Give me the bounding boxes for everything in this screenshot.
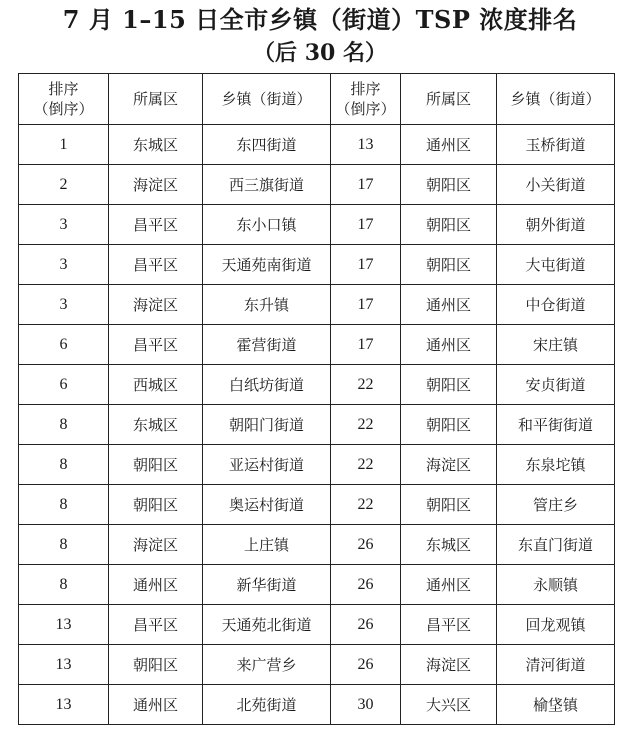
header-rank-line2: （倒序） (335, 100, 396, 118)
table-row (19, 125, 615, 165)
table-row (19, 165, 615, 205)
table-row (19, 525, 615, 565)
district-cell: 海淀区 (109, 165, 203, 205)
header-town-right: 乡镇（街道） (497, 74, 615, 125)
district-cell: 朝阳区 (109, 645, 203, 685)
town-cell: 小关街道 (497, 165, 615, 205)
district-cell: 通州区 (401, 565, 497, 605)
rank-cell: 13 (19, 645, 109, 685)
rank-cell: 22 (331, 365, 401, 405)
town-cell: 中仓街道 (497, 285, 615, 325)
town-cell: 榆垡镇 (497, 685, 615, 725)
table-row (19, 325, 615, 365)
rank-cell: 22 (331, 485, 401, 525)
rank-cell: 1 (19, 125, 109, 165)
table-row (19, 405, 615, 445)
table-row (19, 685, 615, 725)
table-row (19, 445, 615, 485)
district-cell: 昌平区 (109, 245, 203, 285)
rank-cell: 26 (331, 605, 401, 645)
town-cell: 白纸坊街道 (203, 365, 331, 405)
town-cell: 西三旗街道 (203, 165, 331, 205)
table-row (19, 205, 615, 245)
table-row (19, 605, 615, 645)
rank-cell: 17 (331, 165, 401, 205)
rank-cell: 30 (331, 685, 401, 725)
town-cell: 东四街道 (203, 125, 331, 165)
rank-cell: 6 (19, 325, 109, 365)
district-cell: 西城区 (109, 365, 203, 405)
district-cell: 海淀区 (109, 525, 203, 565)
town-cell: 天通苑南街道 (203, 245, 331, 285)
district-cell: 通州区 (109, 565, 203, 605)
town-cell: 东直门街道 (497, 525, 615, 565)
district-cell: 昌平区 (109, 605, 203, 645)
rank-cell: 26 (331, 565, 401, 605)
header-rank-line1: 排序 (350, 80, 381, 98)
document-subtitle: （后 30 名） (253, 40, 387, 66)
district-cell: 海淀区 (401, 445, 497, 485)
header-rank-right (331, 74, 401, 125)
table-row (19, 645, 615, 685)
town-cell: 霍营街道 (203, 325, 331, 365)
town-cell: 和平街街道 (497, 405, 615, 445)
district-cell: 朝阳区 (109, 445, 203, 485)
district-cell: 通州区 (401, 125, 497, 165)
rank-cell: 13 (19, 605, 109, 645)
table-header-row (19, 74, 615, 125)
header-district-right: 所属区 (401, 74, 497, 125)
rank-cell: 2 (19, 165, 109, 205)
document-title: 7 月 1–15 日全市乡镇（街道）TSP 浓度排名 (62, 5, 578, 34)
table-row (19, 565, 615, 605)
town-cell: 亚运村街道 (203, 445, 331, 485)
rank-cell: 26 (331, 645, 401, 685)
district-cell: 朝阳区 (401, 245, 497, 285)
town-cell: 永顺镇 (497, 565, 615, 605)
town-cell: 上庄镇 (203, 525, 331, 565)
district-cell: 朝阳区 (401, 485, 497, 525)
rank-cell: 13 (19, 685, 109, 725)
district-cell: 朝阳区 (401, 405, 497, 445)
rank-cell: 6 (19, 365, 109, 405)
district-cell: 通州区 (401, 325, 497, 365)
town-cell: 天通苑北街道 (203, 605, 331, 645)
district-cell: 海淀区 (401, 645, 497, 685)
town-cell: 回龙观镇 (497, 605, 615, 645)
district-cell: 昌平区 (109, 325, 203, 365)
district-cell: 昌平区 (109, 205, 203, 245)
town-cell: 新华街道 (203, 565, 331, 605)
town-cell: 清河街道 (497, 645, 615, 685)
district-cell: 朝阳区 (401, 205, 497, 245)
town-cell: 管庄乡 (497, 485, 615, 525)
town-cell: 东泉坨镇 (497, 445, 615, 485)
district-cell: 通州区 (109, 685, 203, 725)
district-cell: 通州区 (401, 285, 497, 325)
town-cell: 安贞街道 (497, 365, 615, 405)
rank-cell: 13 (331, 125, 401, 165)
rank-cell: 8 (19, 445, 109, 485)
town-cell: 朝外街道 (497, 205, 615, 245)
table-row (19, 365, 615, 405)
town-cell: 宋庄镇 (497, 325, 615, 365)
district-cell: 朝阳区 (109, 485, 203, 525)
header-rank-line1: 排序 (48, 80, 79, 98)
rank-cell: 22 (331, 405, 401, 445)
town-cell: 玉桥街道 (497, 125, 615, 165)
table-body (19, 125, 615, 725)
district-cell: 昌平区 (401, 605, 497, 645)
district-cell: 朝阳区 (401, 365, 497, 405)
rank-cell: 17 (331, 285, 401, 325)
district-cell: 大兴区 (401, 685, 497, 725)
rank-cell: 8 (19, 485, 109, 525)
table-row (19, 245, 615, 285)
header-rank-line2: （倒序） (33, 100, 94, 118)
rank-cell: 17 (331, 205, 401, 245)
table-row (19, 285, 615, 325)
rank-cell: 22 (331, 445, 401, 485)
rank-cell: 8 (19, 565, 109, 605)
ranking-table (18, 73, 615, 725)
town-cell: 朝阳门街道 (203, 405, 331, 445)
header-town: 乡镇（街道） (203, 74, 331, 125)
town-cell: 北苑街道 (203, 685, 331, 725)
district-cell: 海淀区 (109, 285, 203, 325)
rank-cell: 8 (19, 525, 109, 565)
district-cell: 东城区 (401, 525, 497, 565)
header-rank (19, 74, 109, 125)
table-row (19, 485, 615, 525)
rank-cell: 3 (19, 205, 109, 245)
town-cell: 奥运村街道 (203, 485, 331, 525)
district-cell: 东城区 (109, 405, 203, 445)
town-cell: 大屯街道 (497, 245, 615, 285)
rank-cell: 17 (331, 245, 401, 285)
rank-cell: 17 (331, 325, 401, 365)
town-cell: 东小口镇 (203, 205, 331, 245)
rank-cell: 3 (19, 245, 109, 285)
rank-cell: 26 (331, 525, 401, 565)
rank-cell: 3 (19, 285, 109, 325)
town-cell: 来广营乡 (203, 645, 331, 685)
rank-cell: 8 (19, 405, 109, 445)
header-district: 所属区 (109, 74, 203, 125)
district-cell: 东城区 (109, 125, 203, 165)
town-cell: 东升镇 (203, 285, 331, 325)
district-cell: 朝阳区 (401, 165, 497, 205)
